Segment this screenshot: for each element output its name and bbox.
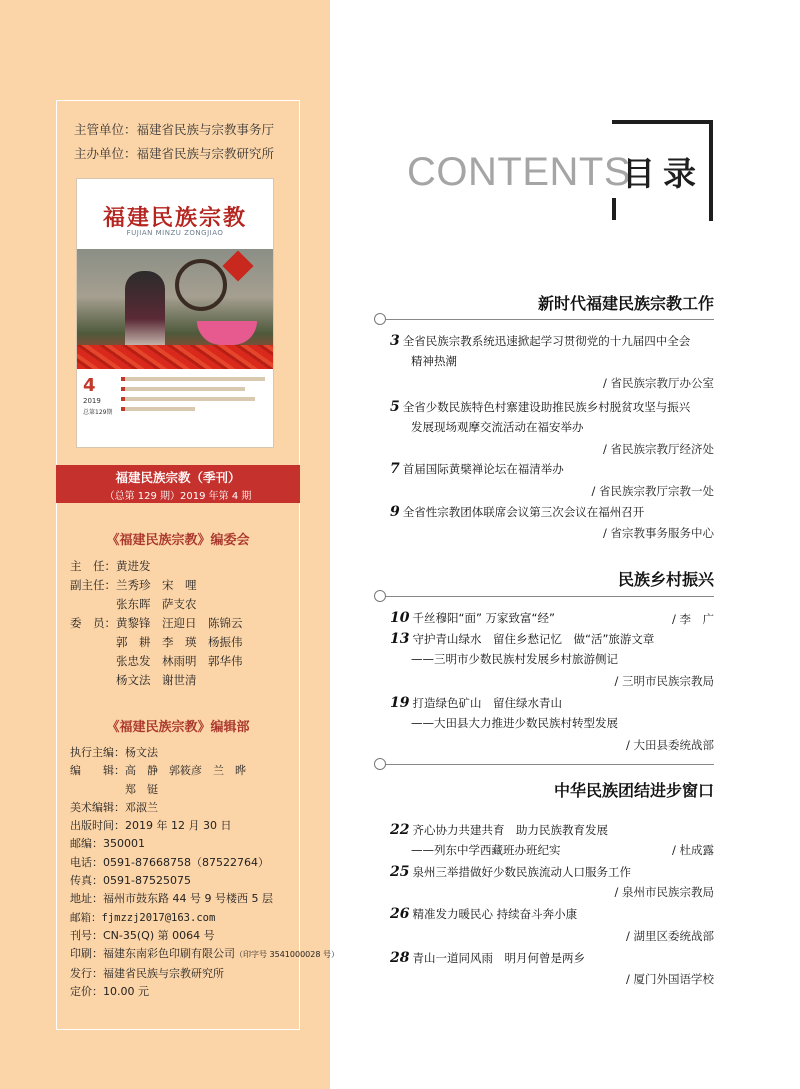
entry-title: 齐心协力共建共育 助力民族教育发展 bbox=[412, 823, 608, 837]
entry-author: / 省民族宗教厅办公室 bbox=[602, 376, 714, 390]
editorial-heading: 《福建民族宗教》编辑部 bbox=[106, 720, 250, 735]
supervisor-unit: 主管单位：福建省民族与宗教事务厅 bbox=[74, 122, 275, 137]
cover-headlines bbox=[121, 377, 267, 417]
committee-line: 郭 耕 李 瑛 杨振伟 bbox=[70, 635, 243, 649]
page-number: 19 bbox=[390, 695, 410, 711]
entry-title: 全省民族宗教系统迅速掀起学习贯彻党的十九届四中全会 bbox=[402, 334, 691, 348]
committee-line: 委 员：黄黎锋 汪迎日 陈锦云 bbox=[70, 616, 243, 630]
contents-heading: CONTENTS bbox=[407, 150, 631, 194]
entry-title: 青山一道同风雨 明月何曾是两乡 bbox=[412, 951, 585, 965]
entry-author: / 厦门外国语学校 bbox=[625, 972, 714, 986]
cover-headline bbox=[121, 377, 265, 381]
distributor: 发行：福建省民族与宗教研究所 bbox=[70, 966, 224, 980]
committee-line: 主 任：黄进发 bbox=[70, 559, 151, 573]
cover-headline bbox=[121, 407, 195, 411]
entry-author: / 泉州市民族宗教局 bbox=[614, 885, 714, 899]
cover-total-issue: 总第129期 bbox=[83, 409, 113, 416]
postcode: 邮编：350001 bbox=[70, 837, 145, 851]
toc-entry[interactable] bbox=[390, 460, 720, 478]
printer: 印刷：福建东南彩色印刷有限公司 bbox=[70, 947, 235, 961]
section-divider bbox=[374, 313, 714, 325]
editors: 编 辑：高 静 郭筱彦 兰 晔 bbox=[70, 764, 246, 778]
entry-author: / 李 广 bbox=[671, 612, 714, 626]
entry-title-cont: 发展现场观摩交流活动在福安举办 bbox=[411, 420, 584, 434]
entry-author: / 大田县委统战部 bbox=[625, 738, 714, 752]
section-title: 民族乡村振兴 bbox=[617, 570, 714, 589]
journal-title: 福建民族宗教（季刊） bbox=[115, 470, 241, 485]
entry-subtitle: ——列东中学西藏班办班纪实 bbox=[411, 843, 561, 857]
entry-subtitle: ——三明市少数民族村发展乡村旅游侧记 bbox=[411, 652, 618, 666]
cover-headline bbox=[121, 397, 255, 401]
committee-line: 杨文法 谢世清 bbox=[70, 673, 197, 687]
entry-title: 精准发力暖民心 持续奋斗奔小康 bbox=[412, 907, 578, 921]
printer-note: （印字号 3541000028 号） bbox=[235, 950, 339, 960]
fax: 传真：0591-87525075 bbox=[70, 874, 191, 888]
entry-title: 全省性宗教团体联席会议第三次会议在福州召开 bbox=[402, 505, 645, 519]
issn: 刊号：CN-35(Q) 第 0064 号 bbox=[70, 928, 215, 942]
cover-issue-number: 4 bbox=[83, 375, 96, 396]
fu-decoration bbox=[222, 250, 253, 281]
mulu-frame-edge bbox=[612, 198, 616, 220]
email: 邮箱：fjmzzj2017@163.com bbox=[70, 911, 216, 924]
art-editor: 美术编辑：邓淑兰 bbox=[70, 800, 158, 814]
committee-list bbox=[70, 557, 243, 690]
cover-year: 2019 bbox=[83, 397, 101, 405]
section-divider bbox=[374, 590, 714, 602]
mulu-title: 目录 bbox=[622, 154, 704, 193]
toc-entry[interactable] bbox=[390, 503, 720, 521]
sidebar bbox=[0, 0, 339, 1089]
entry-title: 泉州三举措做好少数民族流动人口服务工作 bbox=[412, 865, 631, 879]
page-number: 13 bbox=[390, 631, 410, 647]
page-number: 22 bbox=[390, 822, 410, 838]
committee-line: 张忠发 林雨明 郭华伟 bbox=[70, 654, 243, 668]
entry-title: 首届国际黄檗禅论坛在福清举办 bbox=[402, 462, 564, 476]
price: 定价：10.00 元 bbox=[70, 984, 149, 998]
entry-title: 全省少数民族特色村寨建设助推民族乡村脱贫攻坚与振兴 bbox=[402, 400, 691, 414]
entry-author: / 湖里区委统战部 bbox=[625, 929, 714, 943]
section-divider bbox=[374, 758, 714, 770]
committee-heading: 《福建民族宗教》编委会 bbox=[106, 533, 250, 548]
entry-title-cont: 精神热潮 bbox=[411, 354, 457, 368]
cover-headline bbox=[121, 387, 245, 391]
wooden-wheel bbox=[175, 259, 227, 311]
entry-author: / 杜成露 bbox=[671, 843, 714, 857]
page-number: 25 bbox=[390, 864, 410, 880]
page-number: 28 bbox=[390, 950, 410, 966]
entry-author: / 省宗教事务服务中心 bbox=[602, 526, 714, 540]
toc-entry[interactable] bbox=[390, 332, 720, 350]
entry-title: 守护青山绿水 留住乡愁记忆 做“活”旅游文章 bbox=[412, 632, 655, 646]
page-number: 3 bbox=[390, 333, 400, 349]
exec-editor: 执行主编：杨文法 bbox=[70, 746, 158, 759]
entry-subtitle: ——大田县大力推进少数民族村转型发展 bbox=[411, 716, 618, 730]
toc-entry[interactable] bbox=[390, 630, 720, 648]
committee-line: 副主任：兰秀珍 宋 哩 bbox=[70, 578, 197, 592]
address: 地址：福州市鼓东路 44 号 9 号楼西 5 层 bbox=[70, 892, 273, 906]
cover-person bbox=[125, 271, 165, 351]
entry-title: 打造绿色矿山 留住绿水青山 bbox=[412, 696, 562, 710]
page-number: 10 bbox=[390, 610, 410, 626]
toc-entry[interactable] bbox=[390, 863, 720, 881]
toc-entry[interactable] bbox=[390, 949, 720, 967]
toc-entry[interactable] bbox=[390, 398, 720, 416]
toc-entry[interactable] bbox=[390, 905, 720, 923]
toc-entry[interactable] bbox=[390, 609, 720, 627]
toc-entry[interactable] bbox=[390, 821, 720, 839]
cover-subtitle: FUJIAN MINZU ZONGJIAO bbox=[126, 229, 224, 237]
pepper-basket bbox=[197, 321, 257, 345]
editors-cont: 郑 铤 bbox=[70, 782, 158, 796]
page-number: 5 bbox=[390, 399, 400, 415]
red-peppers bbox=[77, 345, 273, 369]
printer-line bbox=[70, 945, 339, 964]
magazine-cover bbox=[76, 178, 274, 448]
entry-author: / 省民族宗教厅宗教一处 bbox=[591, 484, 714, 498]
sponsor-unit: 主办单位：福建省民族与宗教研究所 bbox=[74, 146, 275, 161]
phone: 电话：0591-87668758（87522764） bbox=[70, 855, 269, 869]
entry-author: / 三明市民族宗教局 bbox=[614, 674, 714, 688]
journal-title-bar bbox=[56, 465, 300, 503]
editorial-info bbox=[70, 744, 339, 1001]
cover-title: 福建民族宗教 bbox=[102, 205, 247, 231]
toc-entry[interactable] bbox=[390, 694, 720, 712]
page-number: 7 bbox=[390, 461, 400, 477]
page-number: 9 bbox=[390, 504, 400, 520]
page-number: 26 bbox=[390, 906, 410, 922]
entry-author: / 省民族宗教厅经济处 bbox=[602, 442, 714, 456]
section-title: 新时代福建民族宗教工作 bbox=[537, 294, 714, 313]
entry-title: 千丝穆阳“面” 万家致富“经” bbox=[412, 611, 555, 625]
cover-photo bbox=[77, 249, 273, 369]
committee-line: 张东晖 萨支农 bbox=[70, 597, 197, 611]
publish-date: 出版时间：2019 年 12 月 30 日 bbox=[70, 819, 232, 833]
section-title: 中华民族团结进步窗口 bbox=[553, 781, 714, 800]
journal-issue: （总第 129 期）2019 年第 4 期 bbox=[104, 491, 252, 502]
